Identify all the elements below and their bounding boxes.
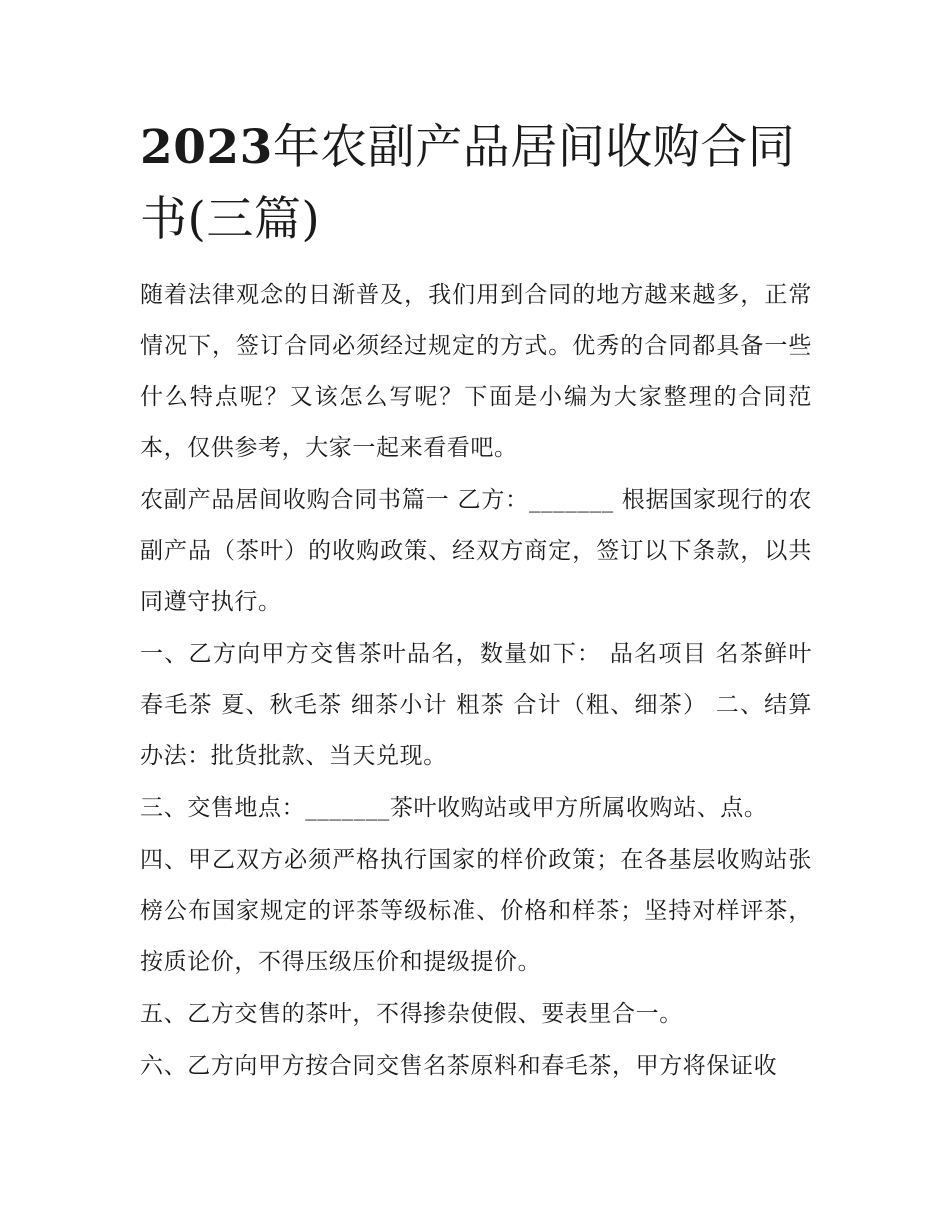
document-page <box>140 112 812 1093</box>
clause-1-paragraph: 一、乙方向甲方交售茶叶品名，数量如下： 品名项目 名茶鲜叶 春毛茶 夏、秋毛茶 细茶小计 粗茶 合计（粗、细茶） 二、结算办法：批货批款、当天兑现。 <box>140 641 812 769</box>
intro-paragraph: 随着法律观念的日渐普及，我们用到合同的地方越来越多，正常情况下，签订合同必须经过规定的方式。优秀的合同都具备一些什么特点呢？又该怎么写呢？下面是小编为大家整理的合同范本，仅供参考，大家一起来看看吧。 <box>140 282 812 461</box>
clause-3-paragraph: 三、交售地点：_______茶叶收购站或甲方所属收购站、点。 <box>140 795 768 821</box>
clause-5-paragraph: 五、乙方交售的茶叶，不得掺杂使假、要表里合一。 <box>140 1001 683 1027</box>
clause-4-paragraph: 四、甲乙双方必须严格执行国家的样价政策；在各基层收购站张榜公布国家规定的评茶等级标准、价格和样茶；坚持对样评茶，按质论价，不得压级压价和提级提价。 <box>140 847 812 975</box>
clause-6-paragraph: 六、乙方向甲方按合同交售名茶原料和春毛茶，甲方将保证收 <box>140 1053 778 1079</box>
title-year: 2023 <box>140 120 273 175</box>
contract-preamble-paragraph: 农副产品居间收购合同书篇一 乙方：_______ 根据国家现行的农副产品（茶叶）的收购政策、经双方商定，签订以下条款，以共同遵守执行。 <box>140 487 812 615</box>
title-text: 年农副产品居间收购合同书(三篇) <box>140 120 796 247</box>
document-title <box>140 112 812 256</box>
